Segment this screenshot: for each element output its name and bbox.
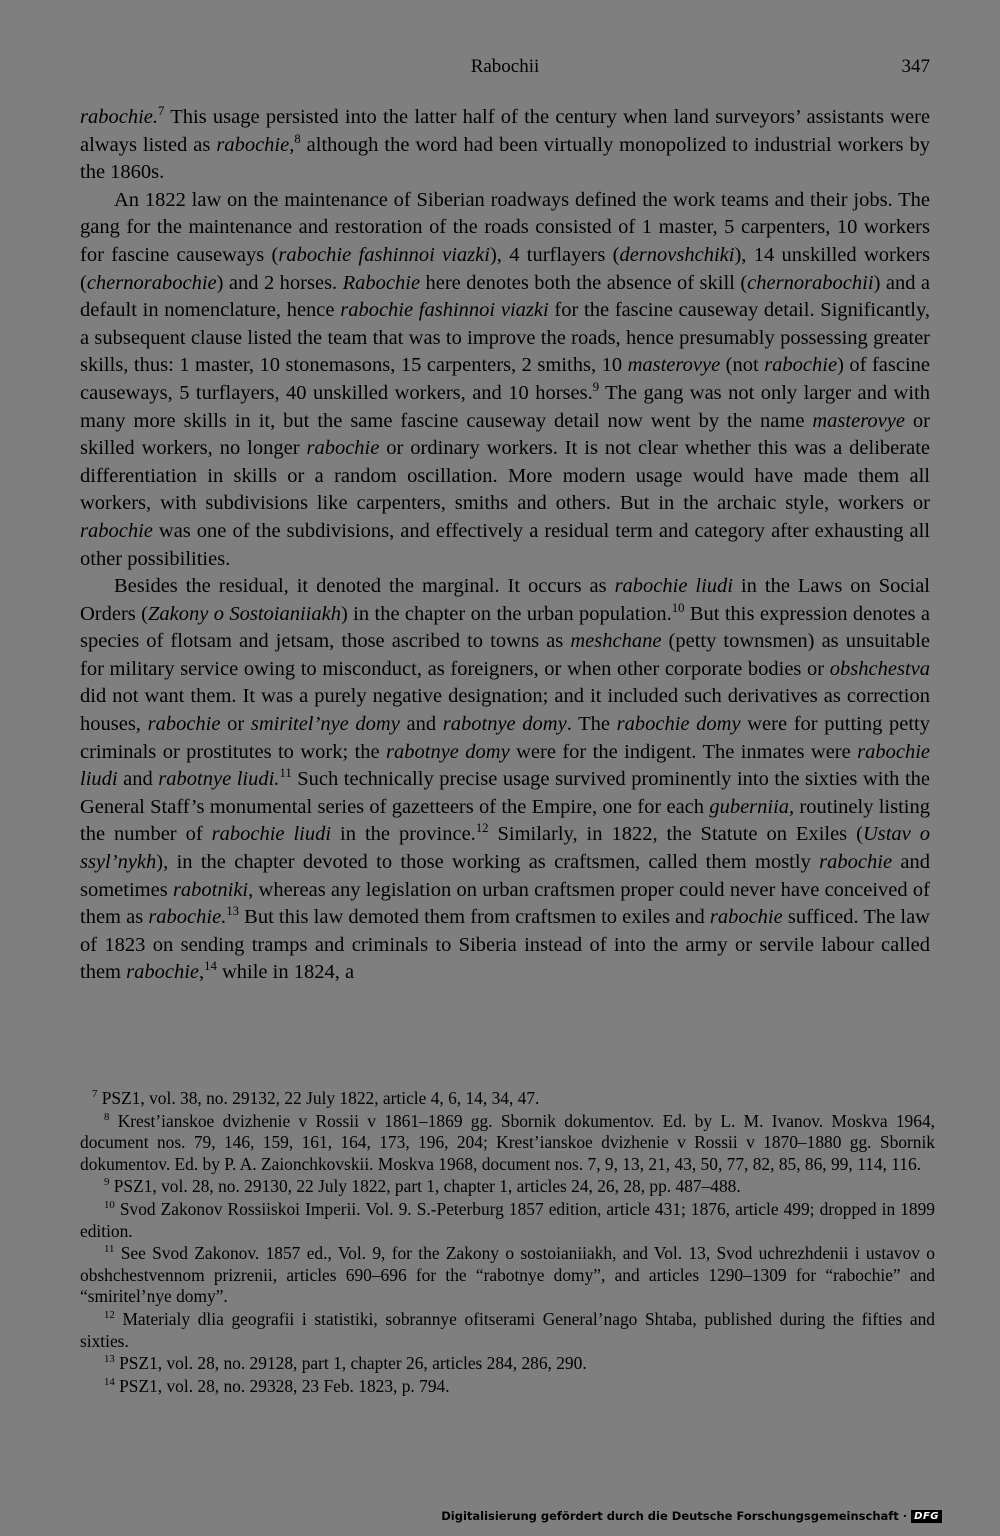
footnote-ref: 14 — [204, 959, 217, 974]
footnote-number: 9 — [104, 1176, 110, 1189]
footnote — [80, 1088, 935, 1110]
italic-term: masterovye — [627, 354, 721, 377]
text-run: or — [220, 713, 251, 736]
text-run: and — [117, 768, 159, 791]
text-run: were for the indigent. The inmates were — [509, 740, 858, 763]
main-text — [80, 104, 930, 987]
text-run: while in 1824, a — [216, 961, 355, 984]
text-run: and — [399, 713, 443, 736]
text-run: ) in the chapter on the urban population. — [340, 602, 672, 625]
italic-term: rabochie domy — [616, 713, 741, 736]
footnote-number: 10 — [104, 1199, 115, 1212]
text-run: and sometimes — [80, 851, 930, 901]
running-title: Rabochii — [470, 56, 540, 77]
italic-term: Ustav o ssyl’nykh — [80, 823, 930, 874]
italic-term: masterovye — [812, 409, 905, 432]
footnote — [80, 1111, 935, 1176]
italic-term: chernorabochii — [747, 271, 874, 294]
footnote — [80, 1309, 935, 1352]
footnote-text: PSZ1, vol. 28, no. 29130, 22 July 1822, part 1, chapter 1, articles 24, 26, 28, pp. 487–488. — [109, 1176, 741, 1197]
footnote-ref: 10 — [671, 600, 685, 615]
text-run: But this law demoted them from craftsmen to exiles and — [239, 906, 710, 929]
italic-term: rabochie — [306, 437, 380, 460]
text-run: were for putting petty criminals or prostitutes to work; the — [80, 713, 931, 763]
text-run: (not — [720, 354, 765, 377]
italic-term: rabochie. — [148, 906, 227, 929]
text-run: was one of the subdivisions, and effectively a residual term and category after exhausting all other possibilities. — [80, 519, 930, 570]
italic-term: guberniia, — [709, 795, 795, 818]
page-header — [80, 56, 930, 82]
text-run: here denotes both the absence of skill ( — [420, 271, 748, 294]
text-run: ) and a default in nomenclature, hence — [80, 271, 930, 322]
footnote — [80, 1243, 935, 1308]
italic-term: chernorabochie — [86, 271, 217, 294]
italic-term: rabochie, — [216, 133, 295, 156]
italic-term: rabochie fashinnoi viazki — [278, 243, 490, 266]
paragraph — [80, 187, 930, 573]
text-run: (petty townsmen) as unsuitable for military service owing to misconduct, as foreigners, or when other corporate bodies or — [80, 630, 930, 680]
italic-term: rabochie — [80, 519, 153, 542]
footnote — [80, 1199, 935, 1242]
text-run: ), 14 unskilled workers ( — [80, 243, 930, 294]
footnote-ref: 12 — [475, 821, 489, 836]
footnote-ref: 13 — [226, 904, 240, 919]
italic-term: Zakony o Sostoianiiakh — [148, 602, 341, 625]
text-run: in the province. — [331, 823, 476, 846]
text-run: although the word had been virtually monopolized to industrial workers by the 1860s. — [80, 133, 931, 184]
footnote-text: PSZ1, vol. 28, no. 29328, 23 Feb. 1823, p. 794. — [114, 1375, 450, 1396]
footnote-text: Materialy dlia geografii i statistiki, sobrannye ofitserami General’nago Shtaba, published during the fifties and sixties. — [80, 1308, 935, 1351]
text-run: for the fascine causeway detail. Significantly, a subsequent clause listed the team that was to improve the roads, hence presumably possessing greater skills, thus: 1 master, 10 stonemasons, 15 carpenters, 2 smiths, 10 — [80, 299, 930, 377]
text-run: ) of fascine causeways, 5 turflayers, 40 unskilled workers, and 10 horses. — [80, 354, 930, 404]
italic-term: rabochie — [764, 354, 838, 377]
footnote — [80, 1376, 935, 1398]
text-run: routinely listing the number of — [80, 795, 930, 846]
text-run: or skilled workers, no longer — [80, 409, 930, 460]
italic-term: smiritel’nye domy — [250, 713, 400, 736]
digitization-credit — [441, 1506, 942, 1526]
italic-term: rabotnye liudi. — [158, 768, 280, 791]
text-run: This usage persisted into the latter half of the century when land surveyors’ assistants were always listed as — [80, 106, 930, 156]
italic-term: dernovshchiki — [619, 243, 735, 266]
italic-term: rabotniki — [172, 878, 249, 901]
footnote-number: 8 — [104, 1110, 110, 1123]
footnote-ref: 9 — [592, 380, 600, 395]
footnote-ref: 11 — [279, 766, 292, 781]
italic-term: rabotnye domy — [386, 740, 510, 763]
italic-term: rabochie — [819, 851, 893, 874]
text-run: ) and 2 horses. — [216, 271, 343, 294]
italic-term: rabochie, — [126, 961, 205, 984]
text-run: did not want them. It was a purely negative designation; and it included such derivatives as correction houses, — [80, 685, 930, 736]
footnote-number: 7 — [92, 1088, 98, 1101]
credit-text: Digitalisierung gefördert durch die Deutsche Forschungsgemeinschaft · — [441, 1509, 908, 1523]
text-run: Similarly, in 1822, the Statute on Exiles ( — [488, 823, 863, 846]
dfg-logo: DFG — [911, 1510, 942, 1523]
text-run: ), in the chapter devoted to those working as craftsmen, called them mostly — [156, 851, 820, 874]
paragraph — [80, 573, 930, 987]
footnote-number: 12 — [104, 1309, 115, 1322]
italic-term: rabochie. — [80, 106, 158, 128]
italic-term: obshchestva — [829, 657, 930, 680]
footnote-ref: 8 — [294, 131, 301, 146]
footnote — [80, 1176, 935, 1198]
italic-term: meshchane — [570, 630, 662, 653]
text-run: The gang was not only larger and with many more skills in it, but the same fascine causeway detail now went by the name — [80, 381, 930, 432]
text-run: An 1822 law on the maintenance of Siberian roadways defined the work teams and their jobs. The gang for the maintenance and restoration of the roads consisted of 1 master, 5 carpenters, 10 workers for fascine causeways ( — [80, 188, 930, 266]
footnote — [80, 1353, 935, 1375]
italic-term: Rabochie — [342, 271, 421, 294]
text-run: or ordinary workers. It is not clear whether this was a deliberate differentiation in skills or a random oscillation. More modern usage would have made them all workers, with subdivisions like carpenters, smiths and others. But in the archaic style, workers or — [80, 437, 930, 515]
footnote-text: Krest’ianskoe dvizhenie v Rossii v 1861–1869 gg. Sbornik dokumentov. Ed. by L. M. Ivanov. Moskva 1964, document nos. 79, 146, 159, 161, 164, 173, 196, 204; Krest’ianskoe dvizhenie v Rossii v 1870–1880 gg. Sbornik dokumentov. Ed. by P. A. Zaionchkovskii. Moskva 1968, document nos. 7, 9, 13, 21, 43, 50, 77, 82, 85, 86, 99, 114, 116. — [80, 1110, 935, 1174]
italic-term: rabotnye domy — [442, 713, 567, 736]
text-run: ), 4 turflayers ( — [489, 243, 620, 266]
text-run: Such technically precise usage survived prominently into the sixties with the General Staff’s monumental series of gazetteers of the Empire, one for each — [80, 768, 930, 818]
text-run: But this expression denotes a species of flotsam and jetsam, those ascribed to towns as — [80, 602, 930, 653]
footnote-number: 14 — [104, 1375, 115, 1388]
text-run: . The — [566, 713, 617, 736]
text-run: in the Laws on Social Orders ( — [80, 575, 930, 625]
italic-term: rabochie liudi — [211, 823, 332, 846]
italic-term: rabochie liudi — [80, 740, 931, 791]
footnotes — [80, 1088, 935, 1398]
footnote-number: 11 — [104, 1243, 115, 1256]
footnote-text: PSZ1, vol. 28, no. 29128, part 1, chapter 26, articles 284, 286, 290. — [114, 1353, 587, 1374]
italic-term: rabochie — [147, 713, 221, 736]
italic-term: rabochie — [709, 906, 783, 929]
text-run: , whereas any legislation on urban craftsmen proper could never have conceived of them as — [80, 878, 930, 929]
footnote-text: PSZ1, vol. 38, no. 29132, 22 July 1822, article 4, 6, 14, 34, 47. — [97, 1088, 540, 1108]
text-run: Besides the residual, it denoted the marginal. It occurs as — [114, 575, 615, 598]
page-number: 347 — [901, 56, 930, 77]
footnote-number: 13 — [104, 1353, 115, 1366]
italic-term: rabochie fashinnoi viazki — [340, 299, 549, 322]
footnote-ref: 7 — [158, 104, 165, 119]
italic-term: rabochie liudi — [614, 575, 734, 598]
text-run: sufficed. The law of 1823 on sending tramps and criminals to Siberia instead of into the army or servile labour called them — [80, 906, 930, 984]
paragraph — [80, 104, 930, 187]
footnote-text: See Svod Zakonov. 1857 ed., Vol. 9, for the Zakony o sostoianiiakh, and Vol. 13, Svod uchrezhdenii i ustavov o obshchestvennom prizrenii, articles 690–696 for the “rabotnye domy”, and articles 1290–1309 for “rabochie” and “smiritel’nye domy”. — [80, 1243, 935, 1307]
footnote-text: Svod Zakonov Rossiiskoi Imperii. Vol. 9. S.-Peterburg 1857 edition, article 431; 1876, article 499; dropped in 1899 edition. — [80, 1198, 935, 1241]
